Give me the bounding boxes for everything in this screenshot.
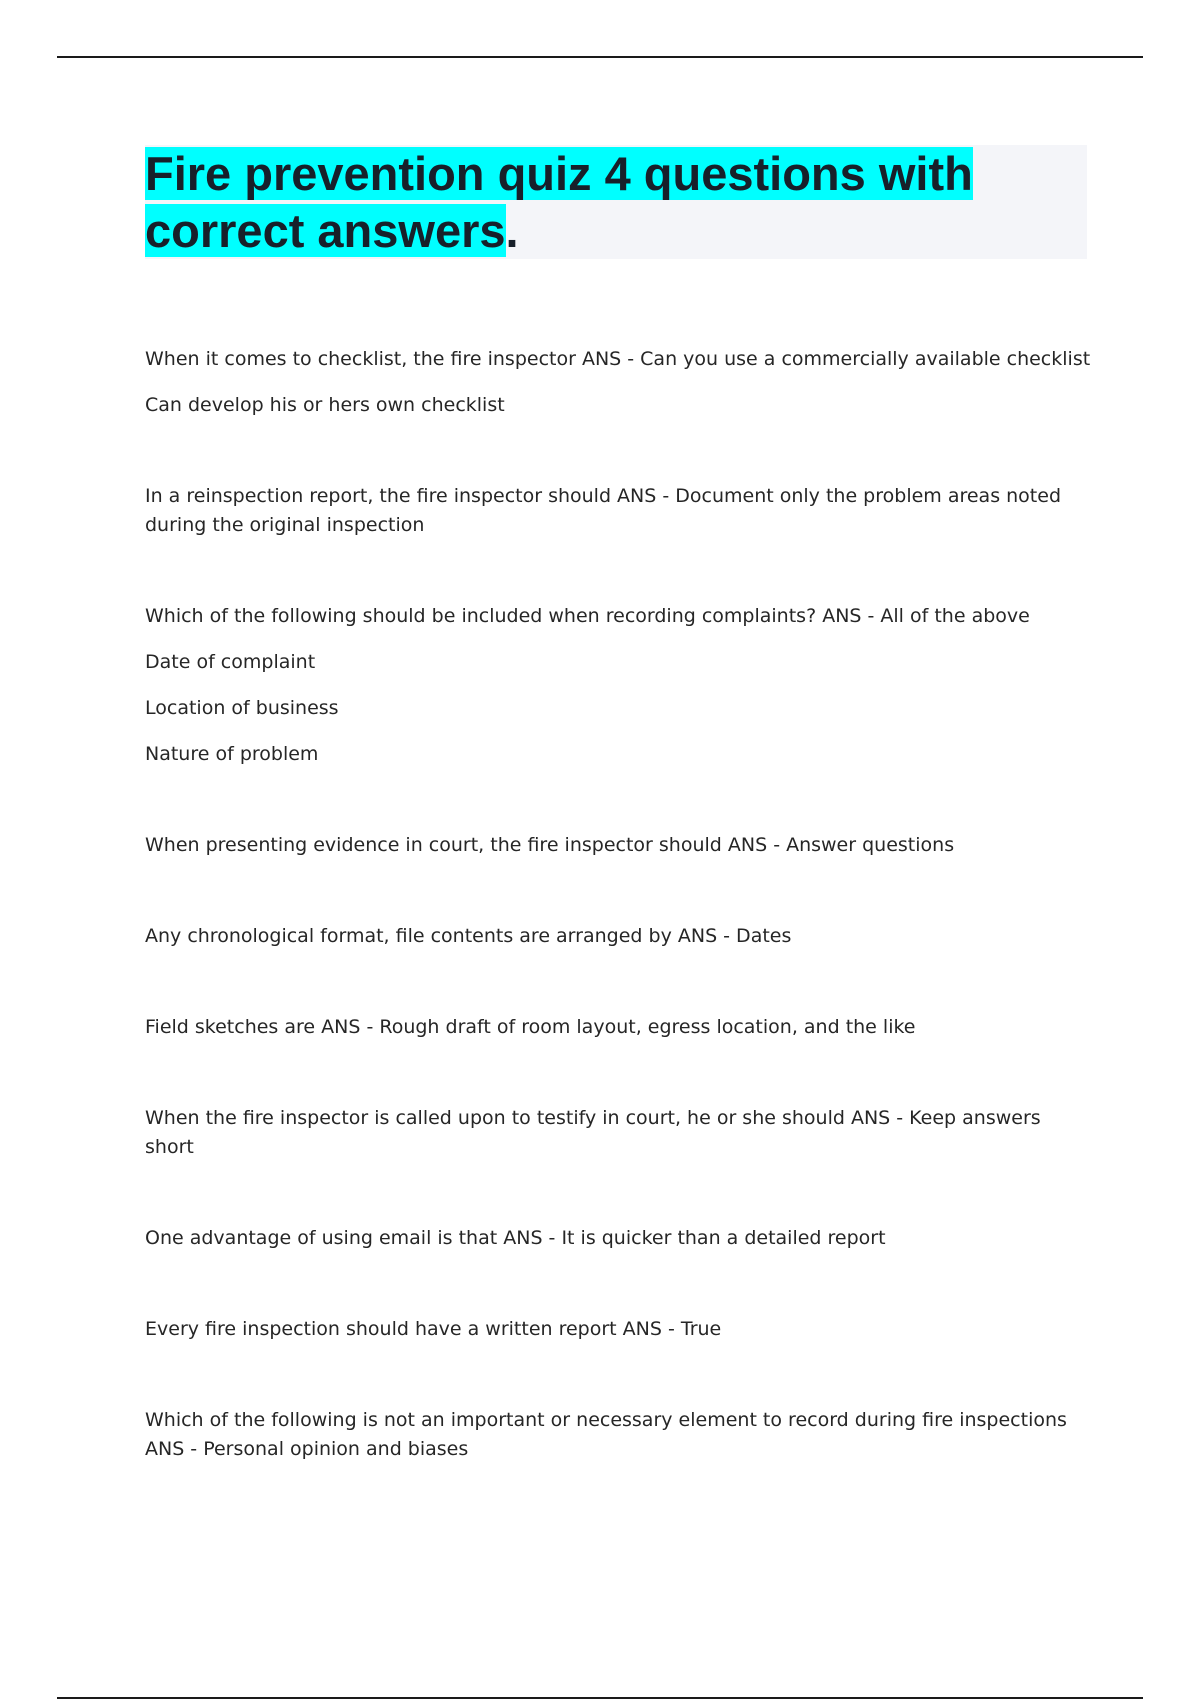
footer-rule (57, 1697, 1143, 1699)
qa-item (145, 602, 1095, 769)
qa-item (145, 1315, 1095, 1344)
answer-option-line: Nature of problem (145, 743, 319, 765)
question-answer-line: One advantage of using email is that ANS - It is quicker than a detailed report (145, 1227, 886, 1249)
qa-item (145, 482, 1095, 540)
qa-item (145, 831, 1095, 860)
answer-option-line: Location of business (145, 697, 339, 719)
qa-list (145, 345, 1095, 1464)
question-answer-line: When presenting evidence in court, the fire inspector should ANS - Answer questions (145, 834, 955, 856)
question-answer-line: When the fire inspector is called upon to testify in court, he or she should ANS - Keep answers short (145, 1107, 1041, 1158)
answer-option-line: Date of complaint (145, 651, 316, 673)
question-answer-line: Which of the following is not an important or necessary element to record during fire inspections ANS - Personal opinion and biases (145, 1409, 1067, 1460)
title-highlight: Fire prevention quiz 4 questions with correct answers (145, 147, 973, 257)
document-title (145, 145, 1087, 259)
qa-item (145, 1013, 1095, 1042)
question-answer-line: In a reinspection report, the fire inspector should ANS - Document only the problem areas noted during the original inspection (145, 485, 1062, 536)
qa-item (145, 922, 1095, 951)
question-answer-line: Any chronological format, file contents are arranged by ANS - Dates (145, 925, 792, 947)
question-answer-line: When it comes to checklist, the fire inspector ANS - Can you use a commercially available checklist (145, 348, 1091, 370)
title-block (145, 145, 1087, 259)
header-rule (57, 56, 1143, 58)
qa-item (145, 1104, 1095, 1162)
answer-option-line: Can develop his or hers own checklist (145, 394, 505, 416)
question-answer-line: Field sketches are ANS - Rough draft of room layout, egress location, and the like (145, 1016, 916, 1038)
question-answer-line: Every fire inspection should have a written report ANS - True (145, 1318, 722, 1340)
qa-item (145, 1406, 1095, 1464)
qa-item (145, 345, 1095, 420)
qa-item (145, 1224, 1095, 1253)
question-answer-line: Which of the following should be included when recording complaints? ANS - All of the above (145, 605, 1030, 627)
title-period: . (505, 204, 519, 257)
